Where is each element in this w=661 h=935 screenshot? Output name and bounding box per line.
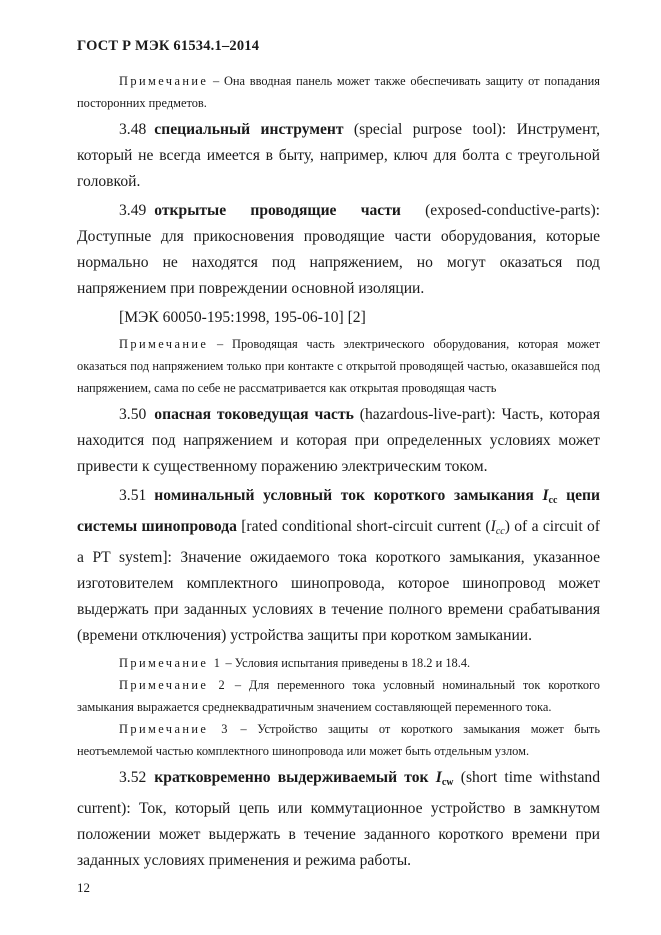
term-3-48 [77, 117, 600, 195]
term-name: специальный инструмент [154, 121, 344, 138]
term-definition: (short time withstand current): Ток, который цепь или коммутационное устройство в замкнутом положении может выдержать в течение заданного короткого времени при заданных условиях применения и режима работы. [77, 769, 600, 869]
note-text: – Для переменного тока условный номинальный ток короткого замыкания выражается среднеквадратичным значением составляющей переменного тока. [77, 678, 600, 714]
note-intro [77, 70, 600, 114]
term-name: кратковременно выдерживаемый ток [154, 769, 436, 786]
note-label: Примечание 3 [119, 722, 230, 736]
note-text: – Устройство защиты от короткого замыкания может быть неотъемлемой частью комплектного шинопровода или может быть отдельным узлом. [77, 722, 600, 758]
term-name-part-b: цепи системы шинопровода [77, 487, 601, 535]
note-label: Примечание 2 [119, 678, 228, 692]
standard-designation: ГОСТ Р МЭК 61534.1–2014 [77, 38, 260, 54]
note-text: – Проводящая часть электрического оборудования, которая может оказаться под напряжением только при контакте с открытой проводящей частью, оказавшейся под напряжением, сама по себе не рассматривается как открытая проводящая часть [77, 337, 600, 395]
symbol-subscript: cc [548, 495, 558, 506]
term-definition-part-b: ) of a circuit of a PT system]: Значение ожидаемого тока короткого замыкания, указанное изготовителем комплектного шинопровода, которое шинопровод может выдержать при заданных условиях в течение полного времени срабатывания (времени отключения) устройства защиты при коротком замыкании. [77, 518, 600, 644]
note-text: – Она вводная панель может также обеспечивать защиту от попадания посторонних предметов. [77, 74, 600, 110]
term-number: 3.49 [119, 202, 147, 219]
symbol-icc-inline [491, 518, 505, 535]
reference-3-49: [МЭК 60050-195:1998, 195-06-10] [2] [119, 309, 366, 326]
symbol-subscript: cc [495, 526, 505, 537]
note-label: Примечание 1 [119, 656, 223, 670]
term-definition: (special purpose tool): Инструмент, который не всегда имеется в быту, например, ключ для болта с треугольной головкой. [77, 121, 600, 190]
page-number: 12 [77, 880, 90, 895]
term-definition: (hazardous-live-part): Часть, которая находится под напряжением и которая при определенных условиях может привести к существенному поражению электрическим током. [77, 406, 600, 475]
term-3-49 [77, 198, 600, 302]
term-name: открытые проводящие части [154, 202, 401, 219]
term-name-part-a: номинальный условный ток короткого замыкания [154, 487, 543, 504]
symbol-letter: I [435, 769, 442, 786]
term-number: 3.48 [119, 121, 147, 138]
note-3-51-3 [77, 718, 600, 762]
symbol-icc [542, 487, 557, 504]
page-content [77, 70, 600, 877]
note-text: – Условия испытания приведены в 18.2 и 18.4. [222, 656, 471, 670]
note-label: Примечание [119, 337, 209, 351]
symbol-icw [436, 769, 454, 786]
term-number: 3.52 [119, 769, 147, 786]
term-3-50 [77, 402, 600, 480]
term-name: опасная токоведущая часть [154, 406, 354, 423]
term-3-51 [77, 483, 600, 649]
term-definition-part-a: [rated conditional short-circuit current ( [236, 518, 491, 535]
symbol-subscript: cw [441, 777, 454, 788]
term-number: 3.50 [119, 406, 147, 423]
note-3-49 [77, 333, 600, 399]
note-label: Примечание [119, 74, 209, 88]
symbol-letter: I [490, 518, 496, 535]
term-definition: (exposed-conductive-parts): Доступные для прикосновения проводящие части оборудования, которые нормально не находятся под напряжением, но могут оказаться под напряжением при повреждении основной изоляции. [77, 202, 601, 297]
term-number: 3.51 [119, 487, 147, 504]
note-3-51-2 [77, 674, 600, 718]
note-3-51-1 [77, 652, 600, 674]
symbol-letter: I [542, 487, 549, 504]
term-3-52 [77, 765, 600, 874]
